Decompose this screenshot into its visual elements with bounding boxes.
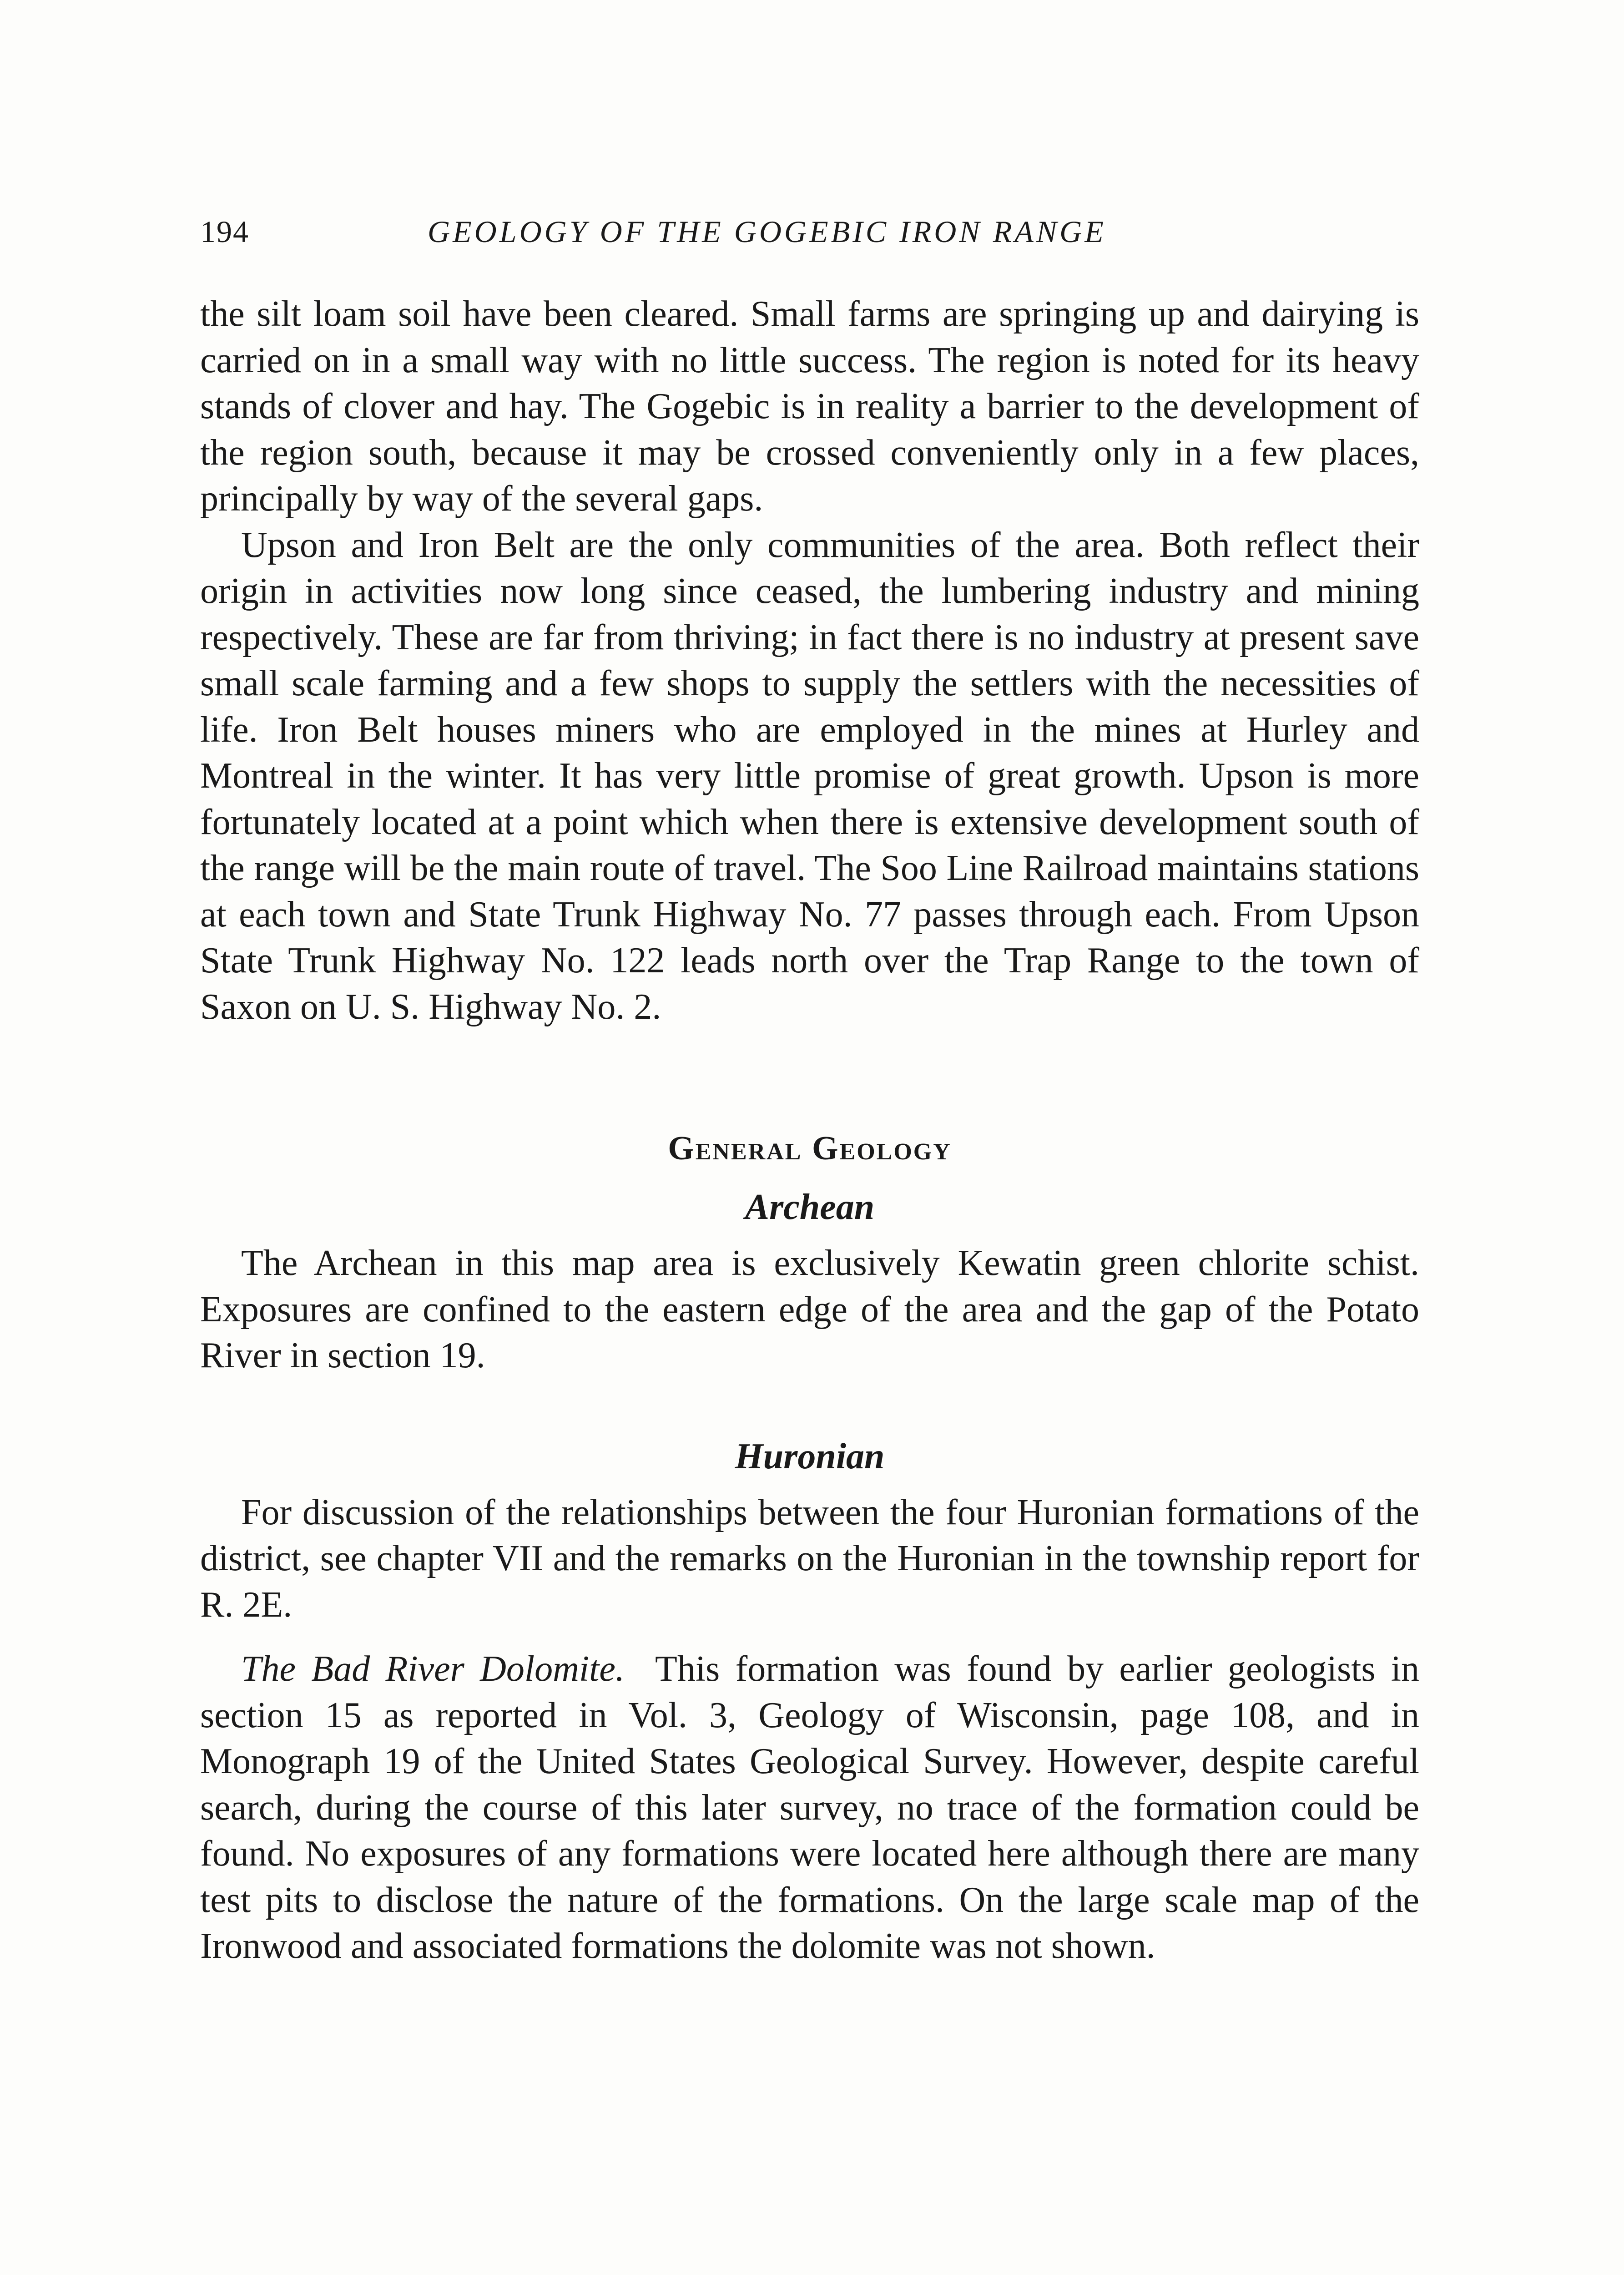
running-title: GEOLOGY OF THE GOGEBIC IRON RANGE [428, 214, 1106, 249]
subheading-archean: Archean [745, 1187, 875, 1227]
subheading-huronian: Huronian [735, 1436, 885, 1476]
body-text [200, 291, 1419, 1970]
bad-river-dolomite-text: This formation was found by earlier geologists in section 15 as reported in Vol. 3, Geology of Wisconsin, page 108, and in Monograph 19 of the United States Geological Survey. However, despite careful search, during the course of this later survey, no trace of the formation could be found. No exposures of any formations were located here although there are many test pits to disclose the nature of the formations. On the large scale map of the Ironwood and associated formations the dolomite was not shown. [200, 1649, 1420, 1966]
page-number: 194 [200, 214, 249, 249]
paragraph-huronian: For discussion of the relationships between the four Huronian formations of the district, see chapter VII and the remarks on the Huronian in the township report for R. 2E. [200, 1492, 1419, 1625]
paragraph-communities: Upson and Iron Belt are the only communities of the area. Both reflect their origin in activities now long since ceased, the lumbering industry and mining respectively. These are far from thriving; in fact there is no industry at present save small scale farming and a few shops to supply the settlers with the necessities of life. Iron Belt houses miners who are employed in the mines at Hurley and Montreal in the winter. It has very little promise of great growth. Upson is more fortunately located at a point which when there is extensive development south of the range will be the main route of travel. The Soo Line Railroad maintains stations at each town and State Trunk Highway No. 77 passes through each. From Upson State Trunk Highway No. 122 leads north over the Trap Range to the town of Saxon on U. S. Highway No. 2. [200, 525, 1419, 1027]
paragraph-archean: The Archean in this map area is exclusively Kewatin green chlorite schist. Exposures are confined to the eastern edge of the area and the gap of the Potato River in section 19. [200, 1243, 1419, 1375]
running-head [200, 214, 1428, 264]
run-in-title-bad-river-dolomite: The Bad River Dolomite. [241, 1649, 625, 1689]
paragraph-bad-river-dolomite [200, 1646, 1419, 1970]
paragraph-continued: the silt loam soil have been cleared. Small farms are springing up and dairying is carried on in a small way with no little success. The region is noted for its heavy stands of clover and hay. The Gogebic is in reality a barrier to the development of the region south, because it may be crossed conveniently only in a few places, principally by way of the several gaps. [200, 294, 1419, 519]
section-heading-general-geology: General Geology [668, 1130, 952, 1167]
